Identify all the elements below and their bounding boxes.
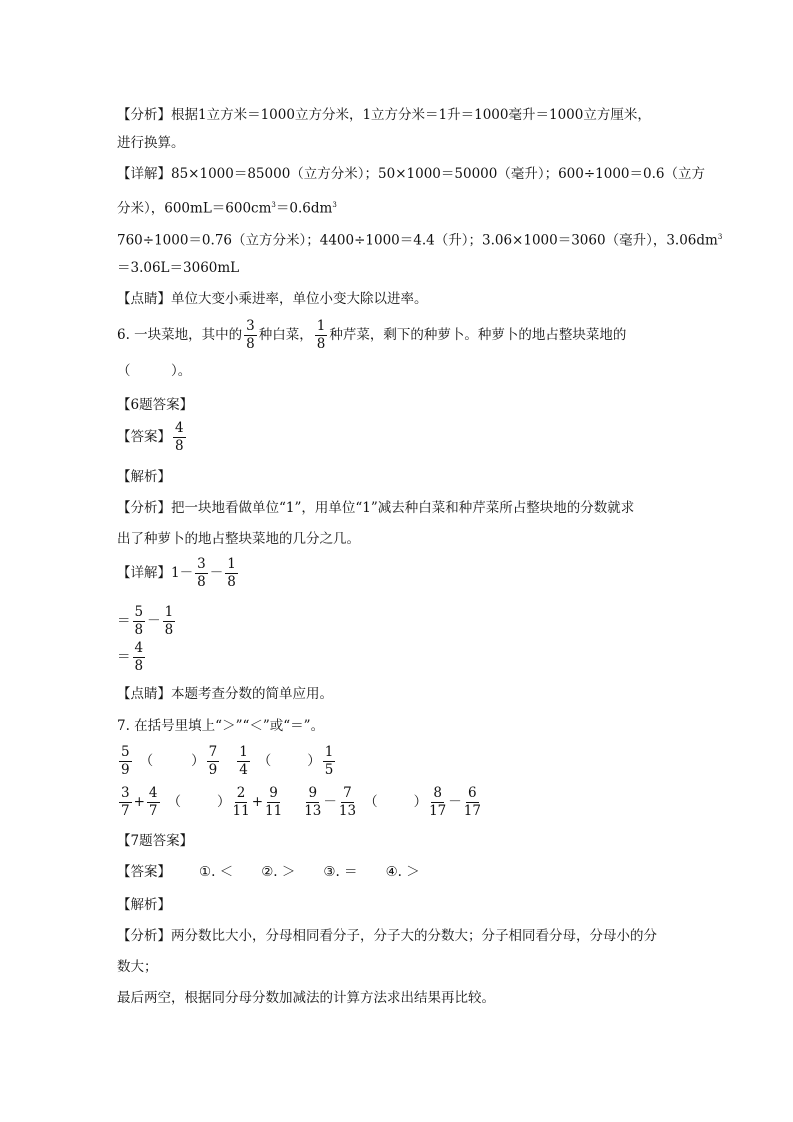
text: 种芹菜，剩下的种萝卜。种萝卜的地占整块菜地的 bbox=[329, 327, 627, 343]
q7-analysis-2: 数大； bbox=[117, 959, 158, 975]
label: 【答案】 bbox=[117, 429, 171, 445]
q6-analysis-1: 【分析】把一块地看做单位“1”，用单位“1”减去种白菜和种芹菜所占整块地的分数就求 bbox=[117, 500, 635, 516]
q7-question: 7. 在括号里填上“＞”“＜”或“＝”。 bbox=[117, 718, 325, 734]
numerator: 4 bbox=[175, 420, 184, 436]
denominator: 11 bbox=[265, 803, 283, 819]
plus: + bbox=[133, 794, 145, 810]
open-paren: （ bbox=[167, 794, 181, 810]
q6-answer-header: 【6题答案】 bbox=[117, 397, 194, 413]
q7-jiexi: 【解析】 bbox=[117, 897, 171, 913]
open-paren: （ bbox=[364, 794, 378, 810]
numerator: 5 bbox=[121, 744, 130, 760]
fraction bbox=[133, 640, 146, 675]
q6-question bbox=[117, 318, 626, 353]
denominator: 8 bbox=[164, 622, 174, 638]
denominator: 13 bbox=[338, 803, 357, 819]
numerator: 7 bbox=[343, 785, 352, 801]
text: 760÷1000＝0.76（立方分米）；4400÷1000＝4.4（升）；3.06×1000＝3060（毫升），3.06dm bbox=[117, 232, 718, 249]
q6-analysis-2: 出了种萝卜的地占整块菜地的几分之几。 bbox=[117, 531, 360, 547]
q6-detail-2 bbox=[117, 604, 177, 639]
numerator: 5 bbox=[134, 604, 144, 620]
q5-analysis: 【分析】根据1立方米＝1000立方分米，1立方分米＝1升＝1000毫升＝1000立方厘米， bbox=[117, 107, 651, 123]
close-paren: ） bbox=[307, 753, 321, 769]
minus: － bbox=[323, 794, 337, 810]
denominator: 11 bbox=[232, 803, 250, 819]
minus: － bbox=[209, 565, 224, 581]
q5-detail-3 bbox=[117, 228, 722, 250]
close-paren: ） bbox=[413, 794, 428, 810]
fraction bbox=[119, 785, 132, 820]
fraction bbox=[119, 744, 132, 779]
denominator: 8 bbox=[246, 336, 255, 352]
fraction bbox=[304, 785, 321, 820]
numerator: 7 bbox=[208, 744, 218, 760]
numerator: 3 bbox=[197, 556, 206, 572]
denominator: 4 bbox=[239, 762, 248, 778]
q7-answer-header: 【7题答案】 bbox=[117, 833, 194, 849]
numerator: 9 bbox=[308, 785, 318, 801]
fraction bbox=[339, 785, 356, 820]
fraction bbox=[237, 744, 250, 779]
numerator: 1 bbox=[324, 744, 334, 760]
denominator: 8 bbox=[175, 438, 184, 454]
q6-detail-1 bbox=[117, 556, 240, 591]
q5-detail-1: 【详解】85×1000＝85000（立方分米）；50×1000＝50000（毫升）；600÷1000＝0.6（立方 bbox=[117, 166, 705, 182]
fraction bbox=[207, 744, 220, 779]
numerator: 4 bbox=[134, 640, 144, 656]
denominator: 8 bbox=[227, 574, 236, 590]
superscript: 3 bbox=[332, 201, 337, 209]
equals: ＝ bbox=[117, 649, 131, 665]
q6-blank: （ ）。 bbox=[117, 363, 192, 379]
numerator: 1 bbox=[164, 604, 174, 620]
denominator: 8 bbox=[316, 336, 326, 352]
close-paren: ） bbox=[191, 753, 205, 769]
q7-answer bbox=[117, 863, 420, 881]
equals: ＝ bbox=[117, 613, 131, 629]
q5-analysis-cont: 进行换算。 bbox=[117, 135, 185, 151]
fraction bbox=[323, 744, 336, 779]
fraction bbox=[163, 604, 176, 639]
text: 【详解】1－ bbox=[117, 565, 194, 581]
answer-2: ②. ＞ bbox=[261, 864, 296, 880]
q5-detail-2 bbox=[117, 196, 337, 218]
q6-tip: 【点睛】本题考查分数的简单应用。 bbox=[117, 686, 333, 702]
q7-row-1 bbox=[117, 744, 337, 779]
denominator: 17 bbox=[463, 803, 481, 819]
q6-detail-3 bbox=[117, 640, 147, 675]
q7-analysis-3: 最后两空，根据同分母分数加减法的计算方法求出结果再比较。 bbox=[117, 990, 495, 1006]
numerator: 1 bbox=[316, 318, 326, 334]
fraction bbox=[195, 556, 208, 591]
text: 种白菜， bbox=[258, 327, 313, 343]
minus: － bbox=[147, 613, 161, 629]
numerator: 6 bbox=[468, 785, 477, 801]
denominator: 17 bbox=[429, 803, 447, 819]
text: 分米），600mL＝600cm bbox=[117, 200, 272, 217]
minus: － bbox=[448, 794, 462, 810]
answer-3: ③. ＝ bbox=[323, 864, 358, 880]
denominator: 9 bbox=[121, 762, 130, 778]
denominator: 7 bbox=[121, 803, 130, 819]
answer-1: ①. ＜ bbox=[199, 864, 234, 880]
denominator: 5 bbox=[324, 762, 334, 778]
fraction bbox=[464, 785, 481, 820]
fraction bbox=[265, 785, 282, 820]
q6-answer bbox=[117, 420, 188, 455]
superscript: 3 bbox=[271, 201, 276, 209]
close-paren: ） bbox=[217, 794, 231, 810]
label: 【答案】 bbox=[117, 864, 171, 880]
numerator: 4 bbox=[148, 785, 158, 801]
q5-tip: 【点睛】单位大变小乘进率，单位小变大除以进率。 bbox=[117, 291, 428, 307]
q5-detail-4: ＝3.06L＝3060mL bbox=[117, 260, 240, 276]
fraction bbox=[133, 604, 146, 639]
fraction bbox=[315, 318, 328, 353]
fraction bbox=[429, 785, 446, 820]
numerator: 2 bbox=[236, 785, 246, 801]
denominator: 8 bbox=[134, 658, 144, 674]
numerator: 8 bbox=[433, 785, 442, 801]
fraction bbox=[173, 420, 186, 455]
open-paren: （ bbox=[139, 753, 154, 769]
numerator: 1 bbox=[239, 744, 248, 760]
fraction bbox=[147, 785, 160, 820]
text: 6. 一块菜地，其中的 bbox=[117, 327, 243, 343]
superscript: 3 bbox=[717, 233, 723, 241]
plus: + bbox=[251, 794, 263, 810]
answer-4: ④. ＞ bbox=[385, 864, 420, 880]
text: ＝0.6dm bbox=[275, 200, 333, 217]
denominator: 7 bbox=[148, 803, 158, 819]
q7-analysis-1: 【分析】两分数比大小，分母相同看分子，分子大的分数大；分子相同看分母，分母小的分 bbox=[117, 928, 657, 944]
fraction bbox=[233, 785, 250, 820]
q6-jiexi: 【解析】 bbox=[117, 469, 171, 485]
fraction bbox=[225, 556, 238, 591]
numerator: 1 bbox=[227, 556, 236, 572]
numerator: 3 bbox=[121, 785, 130, 801]
denominator: 9 bbox=[208, 762, 218, 778]
denominator: 8 bbox=[197, 574, 206, 590]
denominator: 8 bbox=[134, 622, 144, 638]
q7-row-2 bbox=[117, 785, 483, 820]
denominator: 13 bbox=[304, 803, 322, 819]
open-paren: （ bbox=[257, 753, 272, 769]
numerator: 9 bbox=[269, 785, 278, 801]
numerator: 3 bbox=[246, 318, 255, 334]
fraction bbox=[244, 318, 257, 353]
